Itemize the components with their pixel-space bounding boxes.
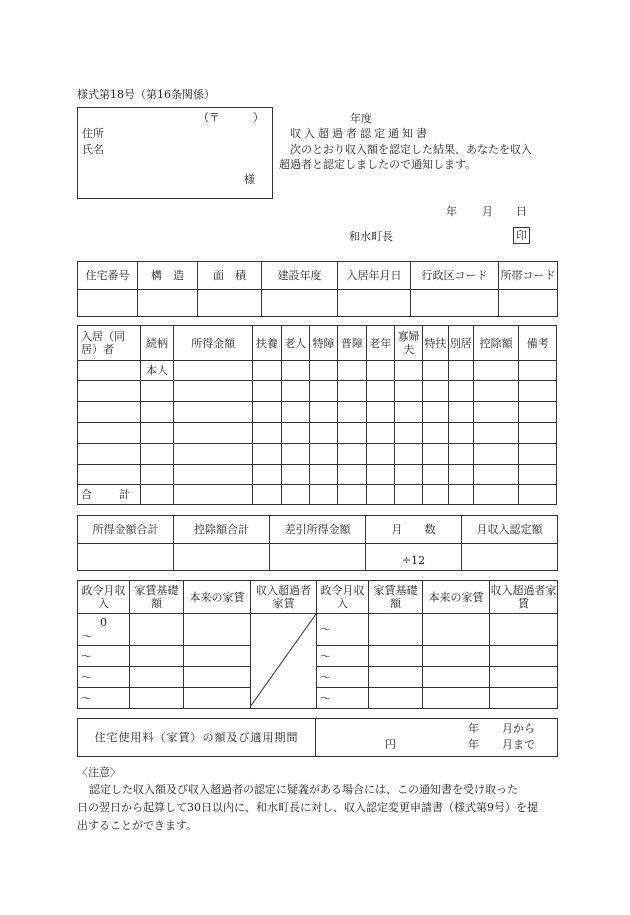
range-mark: ～ [78,688,130,709]
range-mark: ～ [82,629,93,643]
header-special-disabled: 特障 [309,326,337,361]
rent-range-start: 0 [100,615,107,629]
header-monthly-income: 月収入認定額 [462,516,558,544]
table-row [78,465,557,485]
structure-cell [138,290,198,317]
household-table [77,325,557,505]
header-right-excess-rent: 収入超過者家賃 [490,581,558,614]
header-left-monthly-income: 政令月収入 [78,581,130,614]
note-heading: 〈注意〉 [77,766,121,779]
name-label: 氏名 [82,143,104,156]
header-elderly: 老人 [281,326,309,361]
diagonal-strike-line [250,614,317,707]
range-mark: ～ [317,688,369,709]
header-left-base-rent: 家賃基礎額 [130,581,184,614]
postal-code: （〒 ） [198,111,264,124]
fee-label: 住宅使用料（家賃）の額及び適用期間 [78,719,316,757]
header-ordinary-disabled: 普障 [338,326,366,361]
header-area: 面 積 [198,262,262,290]
header-move-in-date: 入居年月日 [338,262,411,290]
fiscal-year-label: 年度 [350,112,372,125]
construction-year-cell [262,290,338,317]
header-structure: 構 造 [138,262,198,290]
net-income-cell [270,544,366,571]
header-left-excess-rent: 収入超過者家賃 [251,581,317,614]
table-row [78,423,557,444]
table-row [78,381,557,402]
period-to-year: 年 [468,738,479,751]
header-net-income: 差引所得金額 [270,516,366,544]
header-right-base-rent: 家賃基礎額 [369,581,423,614]
header-resident: 入居（同居）者 [78,326,141,361]
header-separate-residence: 別居 [448,326,473,361]
header-remarks: 備考 [519,326,557,361]
area-cell [198,290,262,317]
period-from-month: 月から [502,722,535,735]
header-left-standard-rent: 本来の家賃 [184,581,251,614]
fee-value-cell [316,719,558,757]
header-relation: 続柄 [140,326,173,361]
rent-fee-table [77,718,558,757]
period-from-year: 年 [468,722,479,735]
table-row [78,402,557,423]
header-dependent: 扶養 [253,326,281,361]
header-right-standard-rent: 本来の家賃 [423,581,490,614]
total-row [78,485,557,505]
table-row [78,444,557,465]
header-deduction: 控除額 [473,326,519,361]
note-line2: 日の翌日から起算して30日以内に、和水町長に対し、収入認定変更申請書（様式第9号）を提 [77,801,538,814]
deduction-total-cell [174,544,270,571]
range-mark: ～ [78,646,130,667]
date-year: 年 [446,205,457,218]
range-mark: ～ [78,667,130,688]
income-summary-table [77,515,558,571]
header-income: 所得金額 [174,326,253,361]
header-widow: 寡婦夫 [394,326,422,361]
months-value: ÷12 [366,544,462,571]
header-income-total: 所得金額合計 [78,516,174,544]
income-total-cell [78,544,174,571]
range-mark: ～ [317,667,369,688]
note-line1: 認定した収入額及び収入超過者の認定に疑義がある場合には、この通知書を受け取った [89,783,518,796]
notice-body-line1: 次のとおり収入額を認定した結果、あなたを収入 [290,143,532,156]
total-label: 合 計 [78,485,141,505]
header-special-dependent: 特扶 [423,326,448,361]
header-deduction-total: 控除額合計 [174,516,270,544]
move-in-date-cell [338,290,411,317]
housing-number-cell [78,290,138,317]
table-row [78,361,557,381]
header-right-monthly-income: 政令月収入 [317,581,369,614]
household-code-cell [499,290,558,317]
range-mark: ～ [317,614,369,646]
monthly-income-cell [462,544,558,571]
relation-self: 本人 [140,361,173,381]
header-housing-number: 住宅番号 [78,262,138,290]
period-to-month: 月まで [502,738,535,751]
notice-title: 収入超過者認定通知書 [290,127,430,140]
form-id: 様式第18号（第16条関係） [77,88,215,101]
date-month: 月 [482,205,493,218]
rent-table [77,580,558,709]
official-seal-mark: 印 [513,227,530,244]
date-day: 日 [516,205,527,218]
rent-range-cell [78,614,130,646]
header-senior: 老年 [366,326,394,361]
note-line3: 出することができます。 [77,819,198,832]
honorific: 様 [244,173,255,186]
housing-info-table [77,261,558,317]
district-code-cell [411,290,499,317]
range-mark: ～ [317,646,369,667]
fee-yen: 円 [385,738,396,751]
header-construction-year: 建設年度 [262,262,338,290]
header-district-code: 行政区コード [411,262,499,290]
issuer-name: 和水町長 [349,230,393,243]
header-months: 月 数 [366,516,462,544]
address-label: 住所 [82,127,104,140]
header-household-code: 所帯コード [499,262,558,290]
notice-body-line2: 超過者と認定しましたので通知します。 [279,158,477,171]
